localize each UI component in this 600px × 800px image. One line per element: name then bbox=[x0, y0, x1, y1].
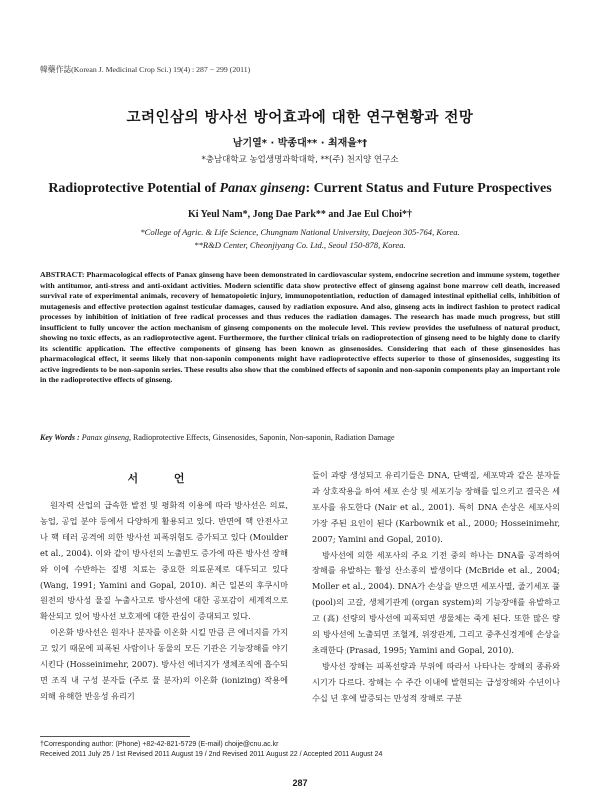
keywords bbox=[40, 433, 560, 442]
english-authors: Ki Yeul Nam*, Jong Dae Park** and Jae Eul Choi*† bbox=[187, 209, 413, 220]
english-title-post: : Current Status and Future Prospectives bbox=[305, 181, 552, 196]
keywords-rest: , Radioprotective Effects, Ginsenosides, Saponin, Non-saponin, Radiation Damage bbox=[129, 433, 395, 442]
keywords-italic: Panax ginseng bbox=[81, 433, 130, 442]
english-title-italic: Panax ginseng bbox=[219, 181, 306, 196]
abstract bbox=[40, 270, 560, 386]
right-column bbox=[312, 468, 560, 707]
left-column bbox=[40, 498, 288, 705]
left-paragraph-1: 원자력 산업의 급속한 발전 및 평화적 이용에 따라 방사선은 의료, 농업, 공업 분야 등에서 다양하게 활용되고 있다. 반면에 핵 안전사고나 핵 테러 공격에 의한 방사선 피폭위험도 증가되고 있다 (Moulder et al., 2004). 이와 같이 방사선의 노출빈도 증가에 따른 방사선 장해와 이에 수반하는 질병 치료는 중요한 의료문제로 대두되고 있다 (Wang, 1991; Yamini and Gopal, 2010). 최근 일본의 후쿠시마 원전의 방사성 물질 누출사고로 방사선에 대한 공포감이 세계적으로 확산되고 있어 방사선 보호제에 대한 관심이 증대되고 있다. bbox=[40, 500, 288, 622]
english-title-pre: Radioprotective Potential of bbox=[48, 181, 220, 196]
korean-affiliation: *충남대학교 농업생명과학대학, **(주) 천지양 연구소 bbox=[201, 155, 399, 165]
english-affiliation-1: *College of Agric. & Life Science, Chungnam National University, Daejeon 305-764, Korea. bbox=[140, 227, 460, 237]
received-dates: Received 2011 July 25 / 1st Revised 2011 August 19 / 2nd Revised 2011 August 22 / Accepted 2011 August 24 bbox=[40, 751, 383, 758]
right-paragraph-3: 방사선 장해는 피폭선량과 부위에 따라서 나타나는 장해의 종류와 시기가 다르다. 장해는 수 주간 이내에 발현되는 급성장해와 수년이나 수십 년 후에 발증되는 만성적 장해로 구분 bbox=[312, 660, 560, 703]
corresponding-author: †Corresponding author: (Phone) +82-42-821-5729 (E-mail) choije@cnu.ac.kr bbox=[40, 741, 279, 748]
korean-authors: 남기열* · 박종대** · 최재을*† bbox=[232, 138, 368, 149]
left-paragraph-2: 이온화 방사선은 원자나 분자를 이온화 시킬 만큼 큰 에너지를 가지고 있기 때문에 피폭된 사람이나 동물의 모든 기관은 기능장해를 야기 시킨다 (Hosseinimehr, 2007). 방사선 에너지가 생체조직에 흡수되면 조직 내 구성 분자들 (주로 물 분자)의 이온화 (ionizing) 작용에 의해 유해한 반응성 유리기 bbox=[40, 627, 288, 701]
korean-title: 고려인삼의 방사선 방어효과에 대한 연구현황과 전망 bbox=[126, 110, 474, 126]
footnote bbox=[40, 740, 560, 760]
keywords-label: Key Words : bbox=[40, 433, 80, 442]
journal-header: 韓藥作誌(Korean J. Medicinal Crop Sci.) 19(4) : 287 − 299 (2011) bbox=[40, 65, 251, 74]
page-number: 287 bbox=[292, 778, 308, 788]
english-title bbox=[0, 181, 600, 197]
footnote-rule bbox=[40, 736, 190, 737]
abstract-lead: ABSTRACT: bbox=[40, 270, 85, 279]
right-paragraph-1: 들이 과량 생성되고 유리기들은 DNA, 단백질, 세포막과 같은 분자들과 상호작용을 하여 세포 손상 및 세포기능 장해를 일으키고 결국은 세포사를 유도한다 (Nair et al., 2001). 특히 DNA 손상은 세포사의 가장 주된 요인이 된다 (Karbownik et al., 2000; Hosseinimehr, 2007; Yamini and Gopal, 2010). bbox=[312, 470, 560, 544]
right-paragraph-2: 방사선에 의한 세포사의 주요 기전 중의 하나는 DNA를 공격하여 장해를 유발하는 활성 산소종의 발생이다 (McBride et al., 2004; Moller et al., 2004). DNA가 손상을 받으면 세포사멸, 줄기세포 풀 (pool)의 고갈, 생체기관계 (organ system)의 기능장애를 유발하고 고 (高) 선량의 방사선에 피폭되면 생물체는 죽게 된다. 또한 많은 량의 방사선에 노출되면 조혈계, 위장관계, 그리고 중추신경계에 손상을 초래한다 (Prasad, 1995; Yamini and Gopal, 2010). bbox=[312, 549, 560, 655]
section-heading: 서 언 bbox=[127, 472, 201, 485]
english-affiliation-2: **R&D Center, Cheonjiyang Co. Ltd., Seoul 150-878, Korea. bbox=[194, 240, 406, 250]
abstract-body: Pharmacological effects of Panax ginseng have been demonstrated in cardiovascular system, endocrine secretion and immune system, together with antitumor, anti-stress and anti-oxidant activities. Modern scientific data show protective effect of ginseng against bone marrow cell death, increased survival rate of experimental animals, recovery of hematopoietic injury, immunopotentiation, reduction of damaged intestinal epithelial cells, inhibition of mutagenesis and effective protection against testicular damages, caused by radiation exposure. And also, ginseng acts in indirect fashion to protect radical processes by inhibition of initiation of free radical processes and thus reduces the radiation damages. The research has made much progress, but still insufficient to fully uncover the action mechanism of ginseng components on the molecule level. This review provides the usefulness of natural product, showing no toxic effects, as an radioprotective agent. Furthermore, the further clinical trials on radioprotection of ginseng need to be highly done to clarify its scientific application. The effective components of ginseng has been known as ginsenosides. Considering that each of these ginsenosides has pharmacological effect, it seems likely that non-saponin components might have radioprotective effects superior to those of ginsenosides, suggesting its active ingredients to be non-saponin series. These results also show that the combined effects of saponin and non-saponin components play an important role in the radioprotective effects of ginseng. bbox=[40, 270, 561, 385]
